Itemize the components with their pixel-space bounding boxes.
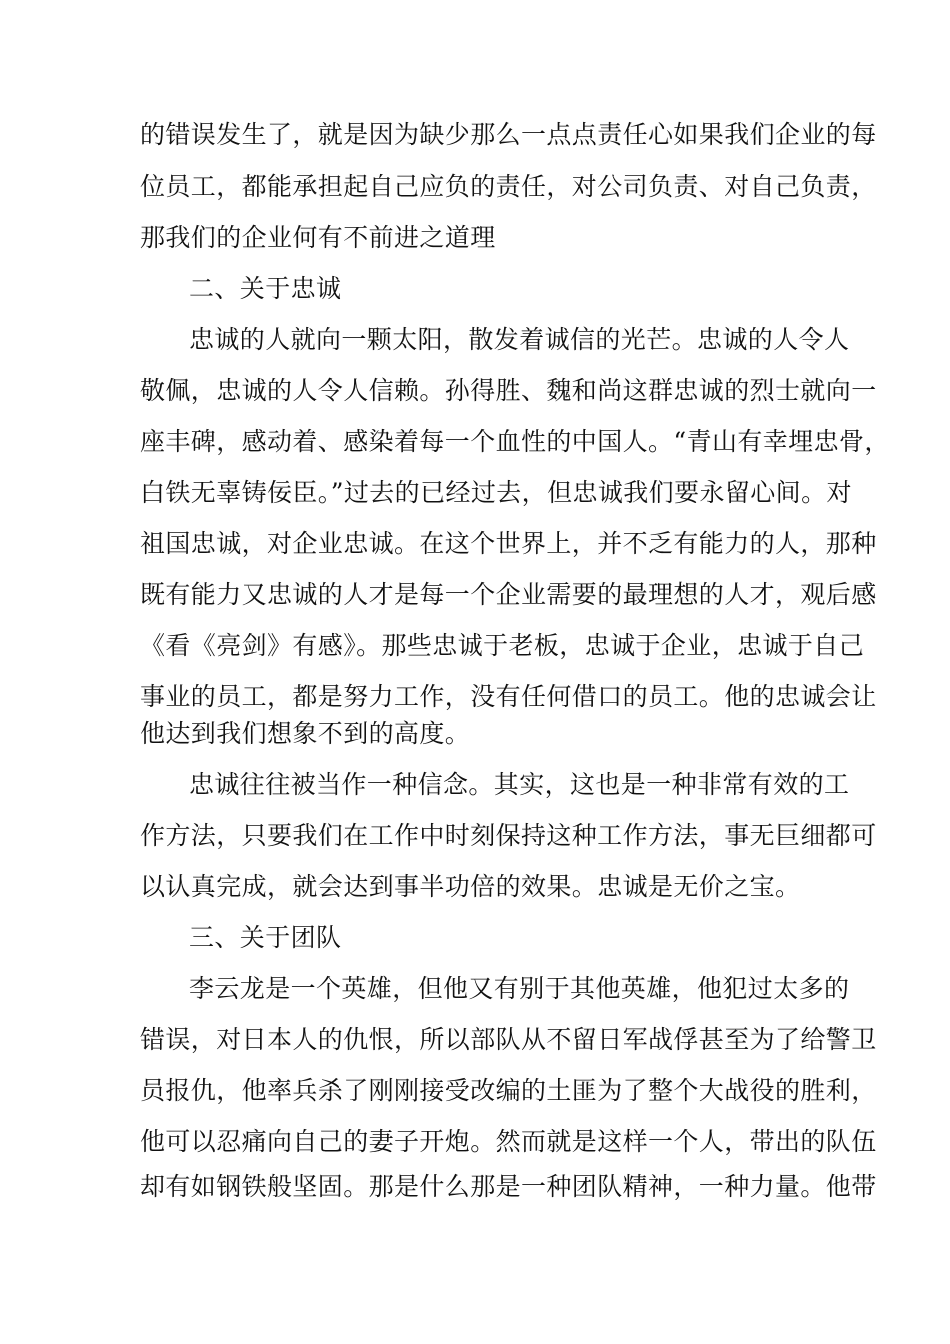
text-line: 的错误发生了，就是因为缺少那么一点点责任心如果我们企业的每 <box>140 120 877 149</box>
text-line: 事业的员工，都是努力工作，没有任何借口的员工。他的忠诚会让 <box>140 682 877 711</box>
text-line: 员报仇，他率兵杀了刚刚接受改编的土匪为了整个大战役的胜利， <box>140 1076 877 1105</box>
text-line: 却有如钢铁般坚固。那是什么那是一种团队精神，一种力量。他带 <box>140 1172 877 1201</box>
text-line: 既有能力又忠诚的人才是每一个企业需要的最理想的人才，观后感 <box>140 580 877 609</box>
section-heading: 三、关于团队 <box>189 923 342 952</box>
text-line: 忠诚往往被当作一种信念。其实，这也是一种非常有效的工 <box>189 770 850 799</box>
text-line: 白铁无辜铸佞臣。”过去的已经过去，但忠诚我们要永留心间。对 <box>140 478 852 507</box>
text-line: 忠诚的人就向一颗太阳，散发着诚信的光芒。忠诚的人令人 <box>189 325 850 354</box>
text-line: 那我们的企业何有不前进之道理 <box>140 223 496 252</box>
text-line: 祖国忠诚，对企业忠诚。在这个世界上，并不乏有能力的人，那种 <box>140 529 877 558</box>
text-line: 李云龙是一个英雄，但他又有别于其他英雄，他犯过太多的 <box>189 974 850 1003</box>
section-heading: 二、关于忠诚 <box>189 274 342 303</box>
text-line: 以认真完成，就会达到事半功倍的效果。忠诚是无价之宝。 <box>140 872 801 901</box>
text-line: 他可以忍痛向自己的妻子开炮。然而就是这样一个人，带出的队伍 <box>140 1127 877 1156</box>
text-line: 作方法，只要我们在工作中时刻保持这种工作方法，事无巨细都可 <box>140 821 877 850</box>
text-line: 位员工，都能承担起自己应负的责任，对公司负责、对自己负责， <box>140 172 877 201</box>
text-line: 《看《亮剑》有感》。那些忠诚于老板，忠诚于企业，忠诚于自己 <box>140 631 865 660</box>
text-line: 敬佩，忠诚的人令人信赖。孙得胜、魏和尚这群忠诚的烈士就向一 <box>140 376 877 405</box>
text-line: 他达到我们想象不到的高度。 <box>140 719 471 748</box>
text-line: 座丰碑，感动着、感染着每一个血性的中国人。“青山有幸埋忠骨， <box>140 427 890 456</box>
text-line: 错误，对日本人的仇恨，所以部队从不留日军战俘甚至为了给警卫 <box>140 1025 877 1054</box>
